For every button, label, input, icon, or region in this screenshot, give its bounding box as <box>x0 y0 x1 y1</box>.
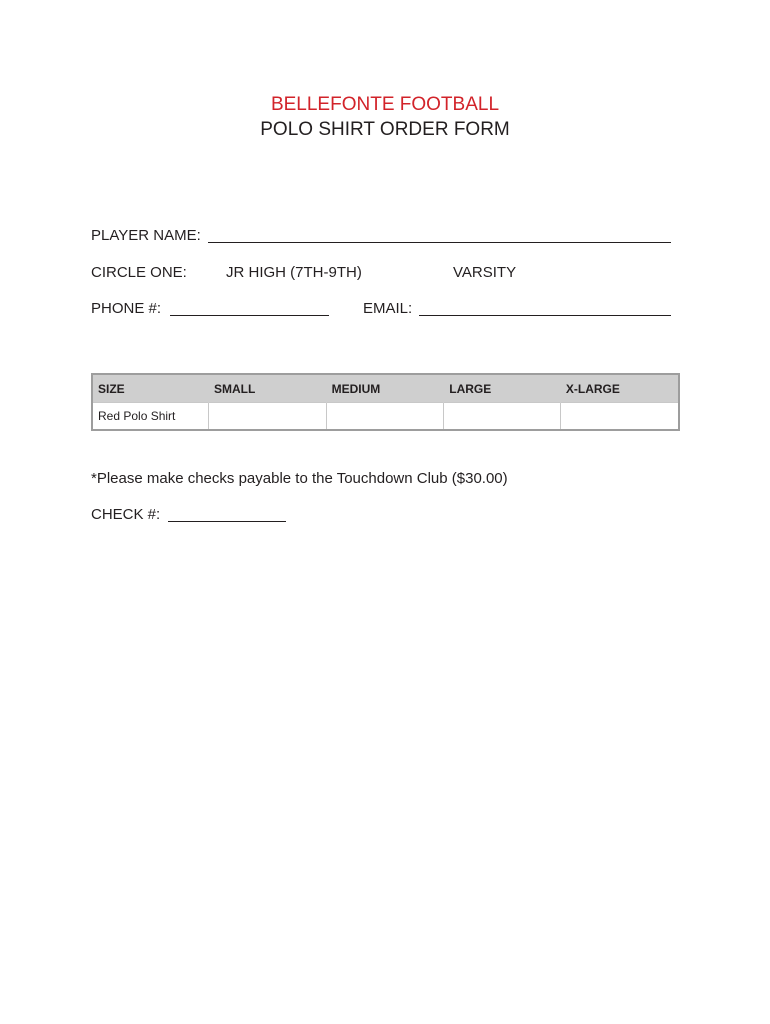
header-x-large: X-LARGE <box>560 374 679 403</box>
form-title: POLO SHIRT ORDER FORM <box>260 119 510 140</box>
circle-one-label: CIRCLE ONE: <box>91 264 187 281</box>
player-name-label: PLAYER NAME: <box>91 227 201 244</box>
payment-note: *Please make checks payable to the Touchdown Club ($30.00) <box>91 470 508 487</box>
table-row <box>92 403 679 431</box>
header-size: SIZE <box>92 374 209 403</box>
check-number-blank[interactable] <box>168 521 286 522</box>
x-large-qty-cell[interactable] <box>560 403 679 431</box>
table-header-row <box>92 374 679 403</box>
phone-blank[interactable] <box>170 315 329 316</box>
varsity-option[interactable]: VARSITY <box>453 264 517 281</box>
medium-qty-cell[interactable] <box>326 403 444 431</box>
email-blank[interactable] <box>419 315 671 316</box>
email-label: EMAIL: <box>363 300 413 317</box>
check-number-label: CHECK #: <box>91 506 161 523</box>
size-table <box>91 373 680 431</box>
header-small: SMALL <box>209 374 327 403</box>
organization-title: BELLEFONTE FOOTBALL <box>270 94 500 115</box>
phone-label: PHONE #: <box>91 300 162 317</box>
small-qty-cell[interactable] <box>209 403 327 431</box>
header-medium: MEDIUM <box>326 374 444 403</box>
large-qty-cell[interactable] <box>444 403 561 431</box>
header-large: LARGE <box>444 374 561 403</box>
player-name-blank[interactable] <box>208 242 671 243</box>
jr-high-option[interactable]: JR HIGH (7TH-9TH) <box>226 264 362 281</box>
item-name-cell: Red Polo Shirt <box>92 403 209 431</box>
